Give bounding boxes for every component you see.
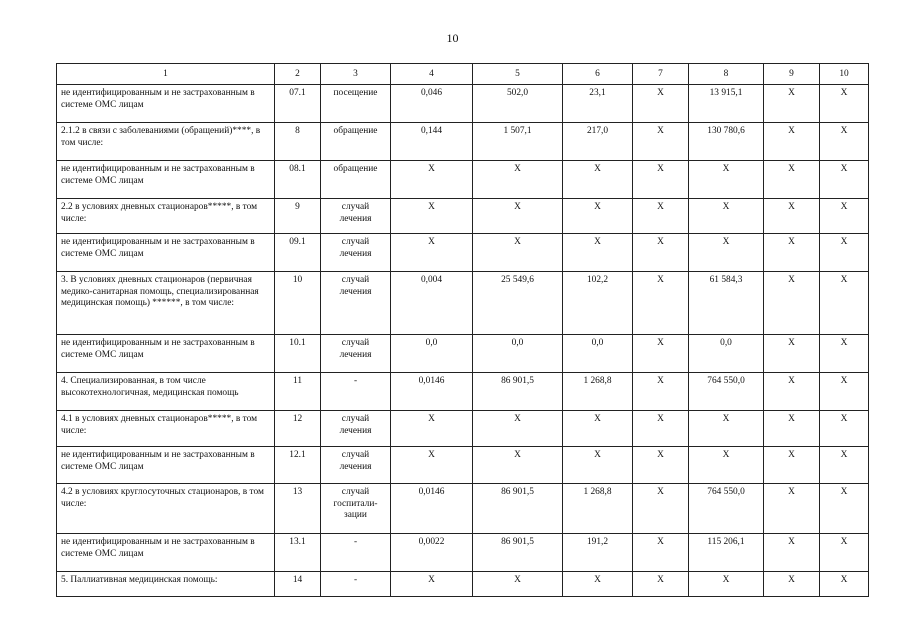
column-header: 10 — [820, 64, 869, 85]
value-cell: 1 268,8 — [563, 484, 633, 534]
value-cell: 0,0022 — [391, 534, 473, 572]
value-cell: 0,0 — [473, 335, 563, 373]
value-cell: 0,0146 — [391, 484, 473, 534]
column-header: 5 — [473, 64, 563, 85]
unit-cell: случай лечения — [321, 234, 391, 272]
value-cell: 0,0 — [689, 335, 764, 373]
value-cell: X — [633, 572, 689, 597]
unit-cell: - — [321, 534, 391, 572]
value-cell: X — [473, 234, 563, 272]
table-row — [57, 123, 869, 161]
column-header: 4 — [391, 64, 473, 85]
value-cell: 191,2 — [563, 534, 633, 572]
value-cell: X — [764, 272, 820, 335]
value-cell: X — [689, 411, 764, 447]
value-cell: X — [820, 534, 869, 572]
value-cell: X — [473, 199, 563, 234]
row-label: не идентифицированным и не застрахованным в системе ОМС лицам — [57, 234, 275, 272]
table-row — [57, 272, 869, 335]
table-row — [57, 534, 869, 572]
value-cell: 86 901,5 — [473, 484, 563, 534]
value-cell: X — [689, 234, 764, 272]
value-cell: 0,144 — [391, 123, 473, 161]
value-cell: X — [820, 272, 869, 335]
value-cell: X — [563, 572, 633, 597]
value-cell: X — [391, 572, 473, 597]
row-label: не идентифицированным и не застрахованным в системе ОМС лицам — [57, 335, 275, 373]
unit-cell: случай лечения — [321, 411, 391, 447]
unit-cell: - — [321, 572, 391, 597]
value-cell: X — [563, 161, 633, 199]
row-code: 07.1 — [275, 85, 321, 123]
value-cell: X — [633, 234, 689, 272]
row-label: 4. Специализированная, в том числе высокотехнологичная, медицинская помощь — [57, 373, 275, 411]
value-cell: X — [689, 199, 764, 234]
value-cell: X — [391, 199, 473, 234]
value-cell: X — [764, 123, 820, 161]
value-cell: X — [633, 447, 689, 484]
value-cell: X — [633, 484, 689, 534]
value-cell: 502,0 — [473, 85, 563, 123]
value-cell: 1 507,1 — [473, 123, 563, 161]
row-code: 13.1 — [275, 534, 321, 572]
row-label: 4.1 в условиях дневных стационаров*****, в том числе: — [57, 411, 275, 447]
value-cell: X — [473, 411, 563, 447]
row-label: не идентифицированным и не застрахованным в системе ОМС лицам — [57, 447, 275, 484]
value-cell: X — [391, 234, 473, 272]
value-cell: X — [563, 234, 633, 272]
value-cell: 115 206,1 — [689, 534, 764, 572]
value-cell: X — [764, 199, 820, 234]
value-cell: X — [633, 272, 689, 335]
value-cell: 25 549,6 — [473, 272, 563, 335]
row-code: 8 — [275, 123, 321, 161]
value-cell: X — [633, 411, 689, 447]
value-cell: 86 901,5 — [473, 534, 563, 572]
row-code: 13 — [275, 484, 321, 534]
unit-cell: обращение — [321, 161, 391, 199]
row-code: 14 — [275, 572, 321, 597]
column-header: 1 — [57, 64, 275, 85]
value-cell: X — [764, 234, 820, 272]
value-cell: 102,2 — [563, 272, 633, 335]
unit-cell: посещение — [321, 85, 391, 123]
value-cell: X — [473, 161, 563, 199]
value-cell: X — [633, 534, 689, 572]
row-code: 10 — [275, 272, 321, 335]
value-cell: 764 550,0 — [689, 484, 764, 534]
column-header: 3 — [321, 64, 391, 85]
value-cell: 61 584,3 — [689, 272, 764, 335]
value-cell: 0,004 — [391, 272, 473, 335]
row-label: 4.2 в условиях круглосуточных стационаров, в том числе: — [57, 484, 275, 534]
value-cell: X — [633, 123, 689, 161]
value-cell: X — [820, 484, 869, 534]
value-cell: X — [764, 572, 820, 597]
value-cell: X — [473, 572, 563, 597]
table-row — [57, 234, 869, 272]
table-row — [57, 335, 869, 373]
value-cell: 23,1 — [563, 85, 633, 123]
unit-cell: случай госпитали-зации — [321, 484, 391, 534]
unit-cell: случай лечения — [321, 272, 391, 335]
table-row — [57, 447, 869, 484]
table-body — [57, 64, 869, 597]
value-cell: X — [391, 161, 473, 199]
value-cell: X — [764, 484, 820, 534]
row-code: 09.1 — [275, 234, 321, 272]
value-cell: X — [473, 447, 563, 484]
value-cell: X — [820, 572, 869, 597]
value-cell: X — [820, 123, 869, 161]
unit-cell: случай лечения — [321, 447, 391, 484]
value-cell: X — [563, 411, 633, 447]
row-label: не идентифицированным и не застрахованным в системе ОМС лицам — [57, 534, 275, 572]
unit-cell: - — [321, 373, 391, 411]
value-cell: X — [633, 161, 689, 199]
value-cell: X — [689, 161, 764, 199]
row-code: 11 — [275, 373, 321, 411]
value-cell: X — [689, 447, 764, 484]
value-cell: X — [633, 85, 689, 123]
table-row — [57, 85, 869, 123]
unit-cell: обращение — [321, 123, 391, 161]
value-cell: X — [563, 199, 633, 234]
value-cell: 130 780,6 — [689, 123, 764, 161]
column-header: 2 — [275, 64, 321, 85]
row-label: не идентифицированным и не застрахованным в системе ОМС лицам — [57, 161, 275, 199]
table-row — [57, 411, 869, 447]
table-row — [57, 572, 869, 597]
value-cell: X — [820, 161, 869, 199]
value-cell: 0,0 — [563, 335, 633, 373]
table-row — [57, 199, 869, 234]
value-cell: X — [820, 447, 869, 484]
value-cell: 0,0146 — [391, 373, 473, 411]
value-cell: 0,0 — [391, 335, 473, 373]
value-cell: X — [820, 373, 869, 411]
table-header-row — [57, 64, 869, 85]
value-cell: X — [764, 411, 820, 447]
value-cell: 1 268,8 — [563, 373, 633, 411]
value-cell: X — [820, 234, 869, 272]
value-cell: X — [764, 335, 820, 373]
unit-cell: случай лечения — [321, 199, 391, 234]
page-number: 10 — [446, 31, 459, 45]
value-cell: X — [820, 85, 869, 123]
unit-cell: случай лечения — [321, 335, 391, 373]
value-cell: X — [633, 335, 689, 373]
value-cell: X — [764, 85, 820, 123]
row-code: 12.1 — [275, 447, 321, 484]
row-code: 12 — [275, 411, 321, 447]
row-code: 9 — [275, 199, 321, 234]
row-label: 5. Паллиативная медицинская помощь: — [57, 572, 275, 597]
value-cell: X — [764, 373, 820, 411]
value-cell: X — [764, 534, 820, 572]
column-header: 7 — [633, 64, 689, 85]
value-cell: 764 550,0 — [689, 373, 764, 411]
table-row — [57, 373, 869, 411]
table-row — [57, 484, 869, 534]
value-cell: X — [391, 411, 473, 447]
value-cell: 86 901,5 — [473, 373, 563, 411]
table-row — [57, 161, 869, 199]
data-table — [56, 63, 869, 597]
value-cell: 13 915,1 — [689, 85, 764, 123]
row-code: 08.1 — [275, 161, 321, 199]
row-label: 2.2 в условиях дневных стационаров*****, в том числе: — [57, 199, 275, 234]
value-cell: X — [633, 199, 689, 234]
row-code: 10.1 — [275, 335, 321, 373]
column-header: 8 — [689, 64, 764, 85]
value-cell: X — [764, 447, 820, 484]
value-cell: X — [563, 447, 633, 484]
value-cell: X — [633, 373, 689, 411]
value-cell: X — [820, 199, 869, 234]
row-label: 2.1.2 в связи с заболеваниями (обращений)****, в том числе: — [57, 123, 275, 161]
value-cell: X — [764, 161, 820, 199]
value-cell: X — [820, 411, 869, 447]
column-header: 6 — [563, 64, 633, 85]
value-cell: X — [391, 447, 473, 484]
value-cell: 217,0 — [563, 123, 633, 161]
value-cell: X — [820, 335, 869, 373]
column-header: 9 — [764, 64, 820, 85]
value-cell: 0,046 — [391, 85, 473, 123]
row-label: не идентифицированным и не застрахованным в системе ОМС лицам — [57, 85, 275, 123]
value-cell: X — [689, 572, 764, 597]
row-label: 3. В условиях дневных стационаров (первичная медико-санитарная помощь, специализированная медицинская помощь) ******, в том числе: — [57, 272, 275, 335]
